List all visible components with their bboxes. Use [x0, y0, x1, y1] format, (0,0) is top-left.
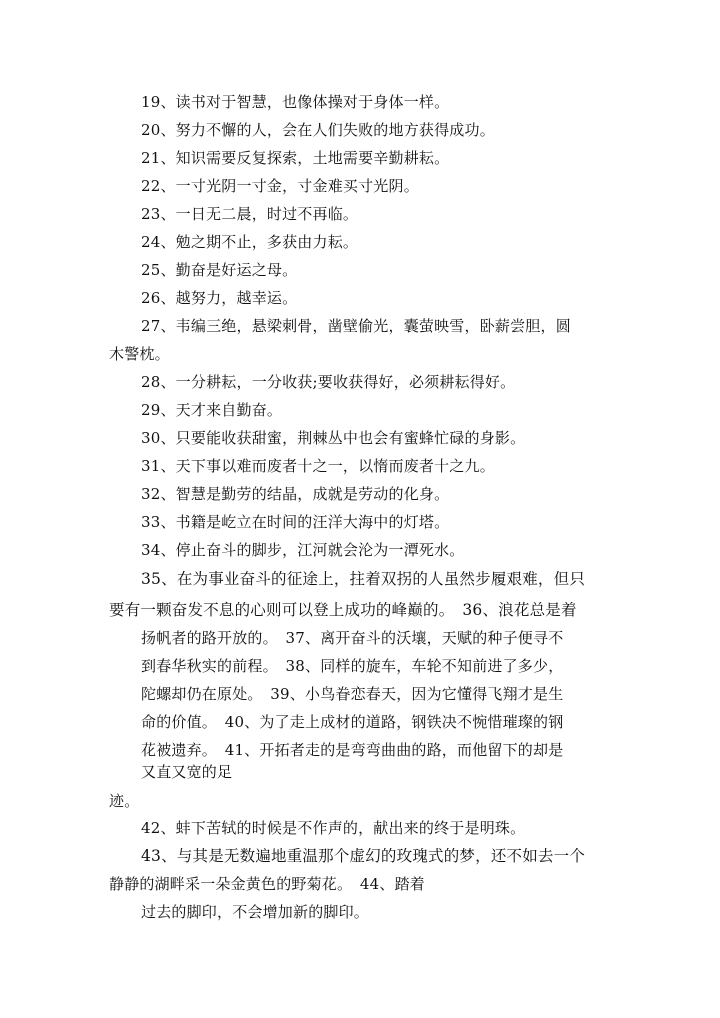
- text-line: 43、与其是无数遍地重温那个虚幻的玫瑰式的梦，还不如去一个: [141, 847, 586, 865]
- text-line: 要有一颗奋发不息的心则可以登上成功的峰巅的。 36、浪花总是着: [109, 601, 577, 619]
- text-line: 命的价值。 40、为了走上成材的道路，钢铁决不惋惜璀璨的钢: [141, 713, 564, 731]
- text-line: 32、智慧是勤劳的结晶，成就是劳动的化身。: [141, 485, 450, 503]
- text-line: 静静的湖畔采一朵金黄色的野菊花。 44、踏着: [109, 875, 425, 893]
- text-line: 19、读书对于智慧，也像体操对于身体一样。: [141, 93, 450, 111]
- text-line: 31、天下事以难而废者十之一，以惰而废者十之九。: [141, 457, 495, 475]
- text-line: 迹。: [109, 792, 140, 810]
- text-line: 25、勤奋是好运之母。: [141, 261, 298, 279]
- text-line: 28、一分耕耘，一分收获;要收获得好，必须耕耘得好。: [141, 373, 516, 391]
- text-line: 过去的脚印，不会增加新的脚印。: [141, 903, 370, 921]
- text-line: 29、天才来自勤奋。: [141, 401, 283, 419]
- text-line: 26、越努力，越幸运。: [141, 289, 298, 307]
- text-line: 又直又宽的足: [141, 763, 233, 781]
- text-line: 23、一日无二晨，时过不再临。: [141, 205, 359, 223]
- text-line: 木警枕。: [109, 345, 170, 363]
- text-line: 扬帆者的路开放的。 37、离开奋斗的沃壤，天赋的种子便寻不: [141, 629, 564, 647]
- text-line: 21、知识需要反复探索，土地需要辛勤耕耘。: [141, 149, 450, 167]
- text-line: 花被遗弃。 41、开拓者走的是弯弯曲曲的路，而他留下的却是: [141, 741, 564, 759]
- text-line: 27、韦编三绝，悬梁刺骨，凿壁偷光，囊萤映雪，卧薪尝胆，圆: [141, 317, 571, 335]
- text-line: 30、只要能收获甜蜜，荆棘丛中也会有蜜蜂忙碌的身影。: [141, 429, 526, 447]
- text-line: 42、蚌下苦轼的时候是不作声的，献出来的终于是明珠。: [141, 819, 526, 837]
- text-line: 33、书籍是屹立在时间的汪洋大海中的灯塔。: [141, 513, 450, 531]
- text-line: 22、一寸光阴一寸金，寸金难买寸光阴。: [141, 177, 419, 195]
- text-line: 到春华秋实的前程。 38、同样的旋车，车轮不知前进了多少，: [141, 657, 564, 675]
- text-line: 20、努力不懈的人，会在人们失败的地方获得成功。: [141, 121, 495, 139]
- text-line: 35、在为事业奋斗的征途上，拄着双拐的人虽然步履艰难，但只: [141, 570, 586, 588]
- text-line: 陀螺却仍在原处。 39、小鸟眷恋春天，因为它懂得飞翔才是生: [141, 685, 564, 703]
- text-line: 34、停止奋斗的脚步，江河就会沦为一潭死水。: [141, 541, 465, 559]
- text-line: 24、勉之期不止，多获由力耘。: [141, 233, 359, 251]
